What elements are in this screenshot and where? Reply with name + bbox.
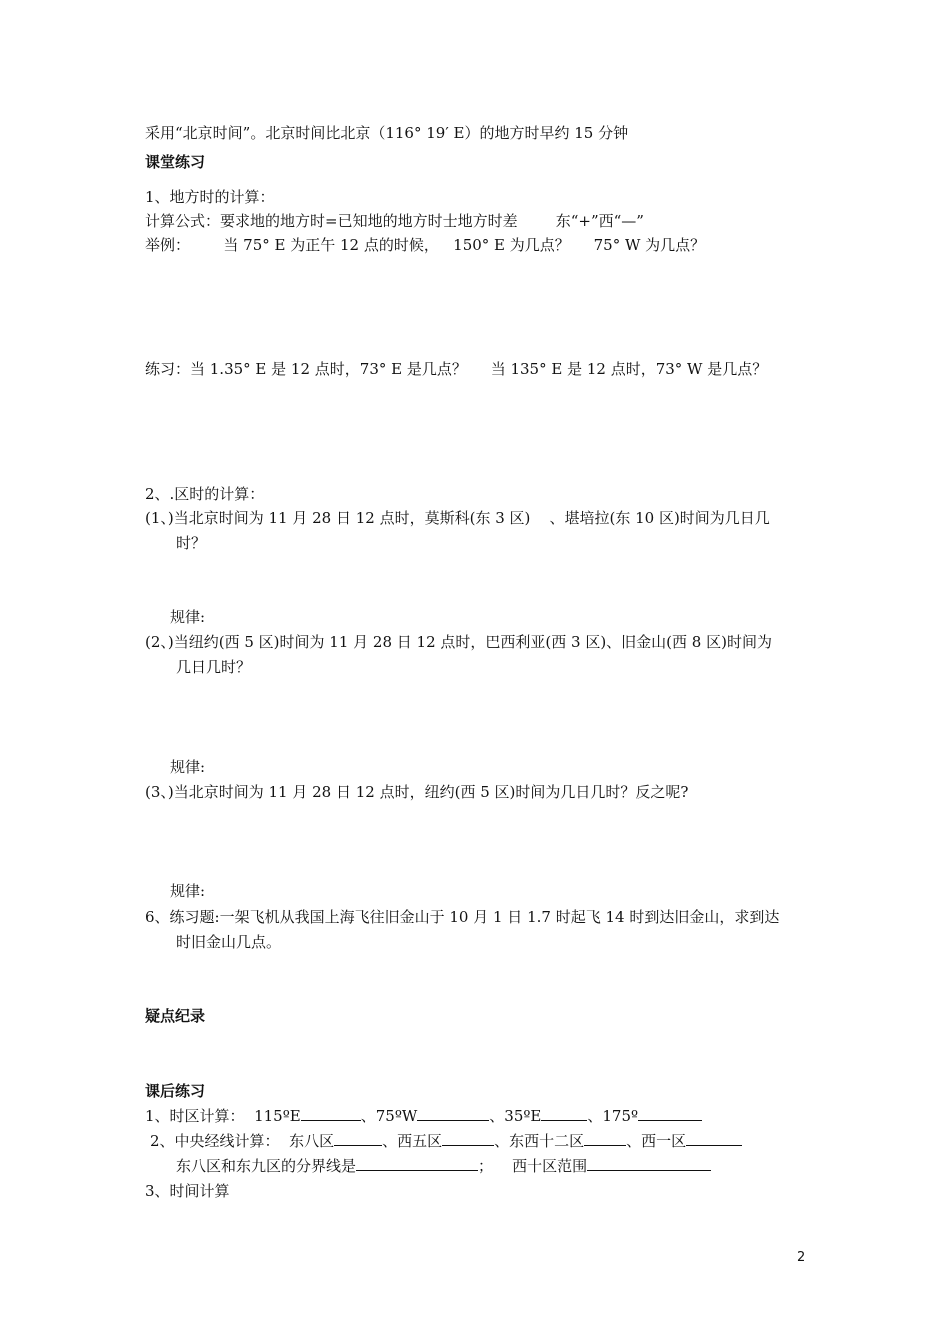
- section-heading-classroom: 课堂练习: [145, 153, 206, 171]
- zone-time-rule3: 规律:: [170, 882, 206, 900]
- answer-blank[interactable]: [587, 1156, 711, 1171]
- zone-time-q6-line1: 6、练习题:一架飞机从我国上海飞往旧金山于 10 月 1 日 1.7 时起飞 14 时到达旧金山，求到达: [145, 908, 780, 926]
- zone-time-q2-line2: 几日几时？: [176, 658, 252, 676]
- local-time-example: 举例： 当 75° E 为正午 12 点的时候， 150° E 为几点？ 75° W 为几点？: [145, 236, 706, 254]
- zone-time-q1-line2: 时？: [176, 534, 207, 552]
- answer-blank[interactable]: [638, 1106, 702, 1121]
- after-item2: [150, 1131, 742, 1151]
- answer-blank[interactable]: [334, 1131, 382, 1146]
- after-item1-c-label: 、35ºE: [489, 1107, 542, 1125]
- answer-blank[interactable]: [584, 1131, 626, 1146]
- section-heading-after-class: 课后练习: [145, 1082, 206, 1100]
- local-time-heading: 1、地方时的计算：: [145, 188, 275, 206]
- after-item2-d-label: 、西一区: [626, 1132, 687, 1150]
- answer-blank[interactable]: [442, 1131, 494, 1146]
- answer-blank[interactable]: [541, 1106, 587, 1121]
- intro-line: 采用“北京时间”。北京时间比北京（116° 19′ E）的地方时早约 15 分钟: [145, 124, 629, 142]
- after-item2-line2: [176, 1156, 711, 1176]
- after-item1: [145, 1106, 702, 1126]
- zone-time-rule1: 规律:: [170, 608, 206, 626]
- answer-blank[interactable]: [301, 1106, 361, 1121]
- page-number: 2: [797, 1250, 806, 1265]
- after-item2-c-label: 、东西十二区: [494, 1132, 585, 1150]
- section-heading-doubts: 疑点纪录: [145, 1007, 206, 1025]
- zone-time-q2-line1: (2、)当纽约(西 5 区)时间为 11 月 28 日 12 点时，巴西利亚(西 3 区)、旧金山(西 8 区)时间为: [145, 633, 772, 651]
- after-item1-b-label: 、75ºW: [360, 1107, 418, 1125]
- after-item2-label: 2、中央经线计算：: [150, 1132, 290, 1150]
- after-item2-b-label: 、西五区: [382, 1132, 443, 1150]
- after-item2-line2-b-label: 西十区范围: [512, 1157, 588, 1175]
- after-item2-a-label: 东八区: [289, 1132, 335, 1150]
- local-time-formula: 计算公式：要求地的地方时=已知地的地方时士地方时差 东“+”西“—”: [145, 212, 644, 230]
- zone-time-heading: 2、.区时的计算：: [145, 485, 265, 503]
- zone-time-q3-line1: (3、)当北京时间为 11 月 28 日 12 点时，纽约(西 5 区)时间为几日几时？反之呢?: [145, 783, 689, 801]
- answer-blank[interactable]: [686, 1131, 742, 1146]
- after-item1-d-label: 、175º: [587, 1107, 639, 1125]
- after-item2-line2-a-label: 东八区和东九区的分界线是: [176, 1157, 357, 1175]
- zone-time-q1-line1: (1、)当北京时间为 11 月 28 日 12 点时，莫斯科(东 3 区) 、堪培拉(东 10 区)时间为几日几: [145, 509, 770, 527]
- after-item2-line2-sep: ；: [478, 1157, 494, 1175]
- after-item3: 3、时间计算: [145, 1182, 230, 1200]
- after-item1-label: 1、时区计算：: [145, 1107, 255, 1125]
- after-item1-a-label: 115ºE: [254, 1107, 301, 1125]
- answer-blank[interactable]: [356, 1156, 478, 1171]
- answer-blank[interactable]: [417, 1106, 489, 1121]
- zone-time-q6-line2: 时旧金山几点。: [176, 933, 282, 951]
- zone-time-rule2: 规律:: [170, 758, 206, 776]
- local-time-practice: 练习：当 1.35° E 是 12 点时，73° E 是几点？ 当 135° E 是 12 点时，73° W 是几点？: [145, 360, 768, 378]
